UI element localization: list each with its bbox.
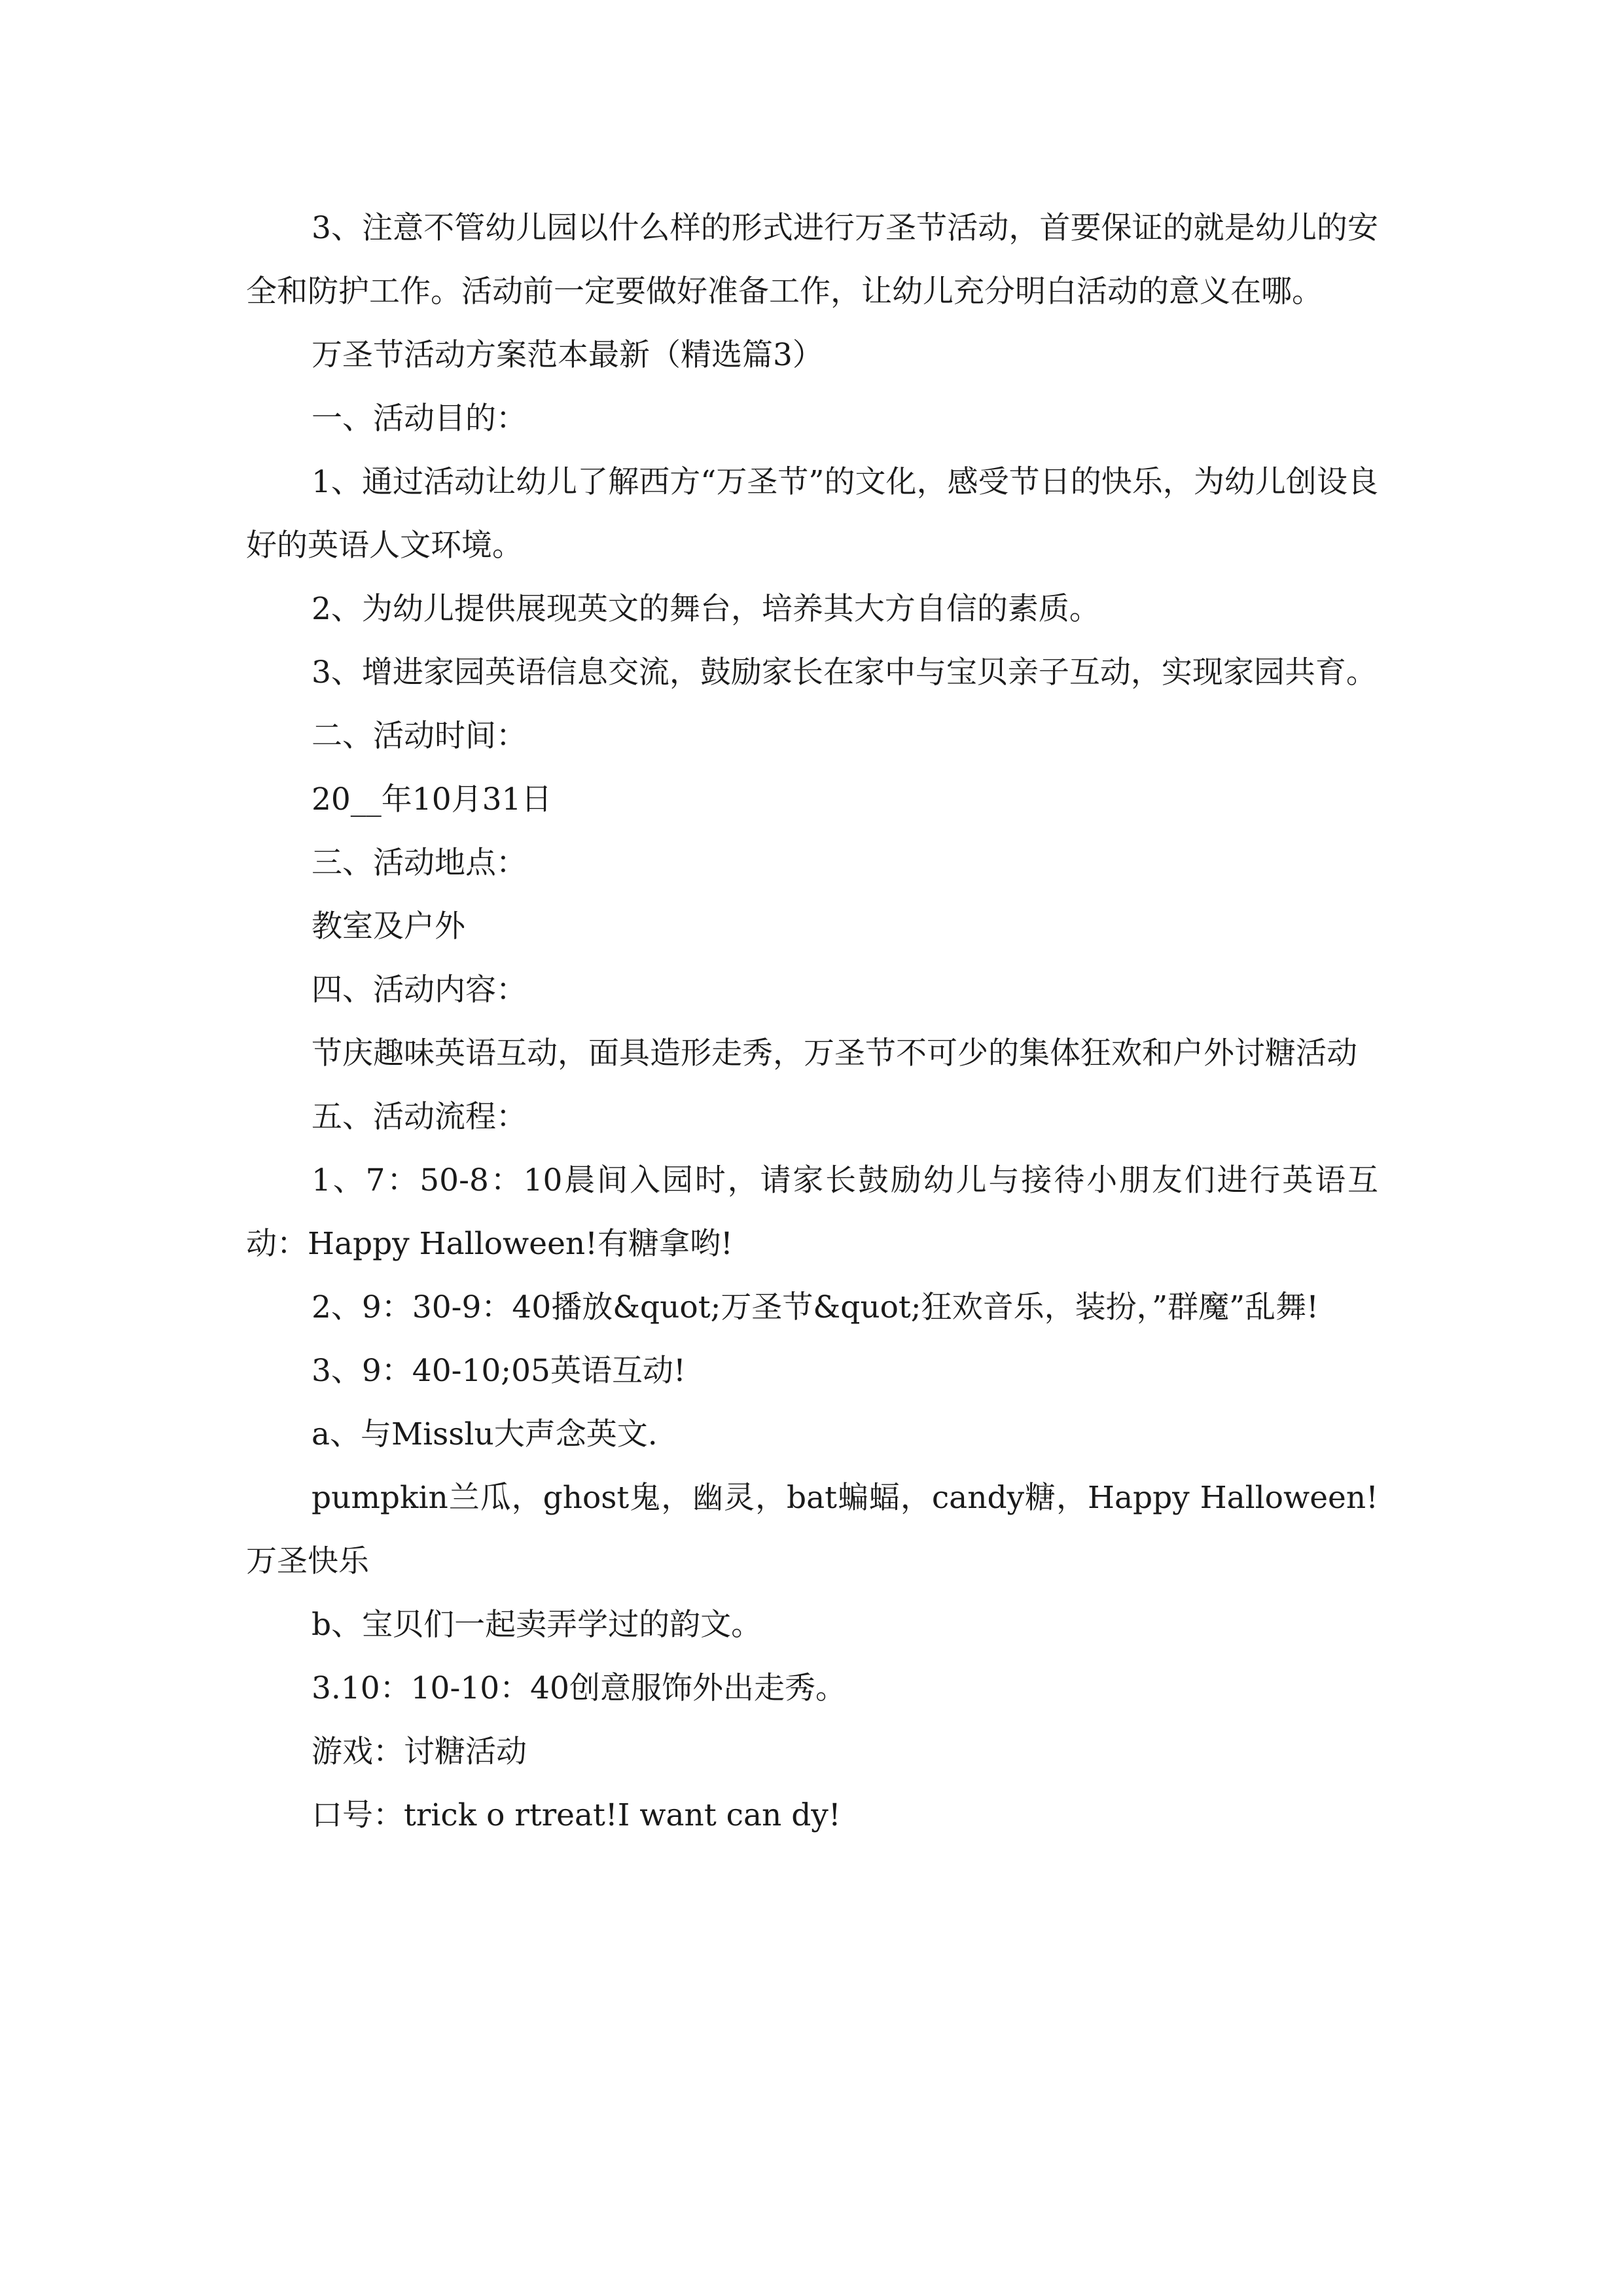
heading: 四、活动内容： (312, 972, 527, 1008)
heading: 一、活动目的： (312, 401, 527, 437)
paragraph: a、与Misslu大声念英文. (312, 1416, 658, 1452)
paragraph: 节庆趣味英语互动，面具造形走秀，万圣节不可少的集体狂欢和户外讨糖活动 (312, 1035, 1357, 1071)
heading: 三、活动地点： (312, 845, 527, 881)
paragraph: pumpkin兰瓜，ghost鬼，幽灵，bat蝙蝠，candy糖，Happy Halloween!万圣快乐 (246, 1480, 1378, 1579)
paragraph: 3、注意不管幼儿园以什么样的形式进行万圣节活动，首要保证的就是幼儿的安全和防护工作。活动前一定要做好准备工作，让幼儿充分明白活动的意义在哪。 (246, 210, 1378, 310)
document-body (246, 196, 1378, 1847)
paragraph: 1、7：50-8：10晨间入园时，请家长鼓励幼儿与接待小朋友们进行英语互动：Happy Halloween!有糖拿哟! (246, 1162, 1378, 1262)
paragraph: 2、9：30-9：40播放&quot;万圣节&quot;狂欢音乐，装扮，”群魔”乱舞! (312, 1289, 1319, 1325)
paragraph: 1、通过活动让幼儿了解西方“万圣节”的文化，感受节日的快乐，为幼儿创设良好的英语人文环境。 (246, 464, 1378, 564)
paragraph: 2、为幼儿提供展现英文的舞台，培养其大方自信的素质。 (312, 591, 1100, 627)
paragraph: b、宝贝们一起卖弄学过的韵文。 (312, 1607, 762, 1643)
paragraph: 3、增进家园英语信息交流，鼓励家长在家中与宝贝亲子互动，实现家园共育。 (312, 655, 1377, 691)
paragraph: 3、9：40-10;05英语互动! (312, 1353, 686, 1389)
heading: 五、活动流程： (312, 1099, 527, 1135)
paragraph: 游戏：讨糖活动 (312, 1734, 527, 1770)
paragraph: 教室及户外 (312, 908, 465, 944)
paragraph: 3.10：10-10：40创意服饰外出走秀。 (312, 1670, 846, 1706)
paragraph: 20__年10月31日 (312, 781, 552, 817)
section-title: 万圣节活动方案范本最新（精选篇3） (312, 337, 823, 373)
heading: 二、活动时间： (312, 718, 527, 754)
paragraph: 口号：trick o rtreat!I want can dy! (312, 1797, 841, 1833)
